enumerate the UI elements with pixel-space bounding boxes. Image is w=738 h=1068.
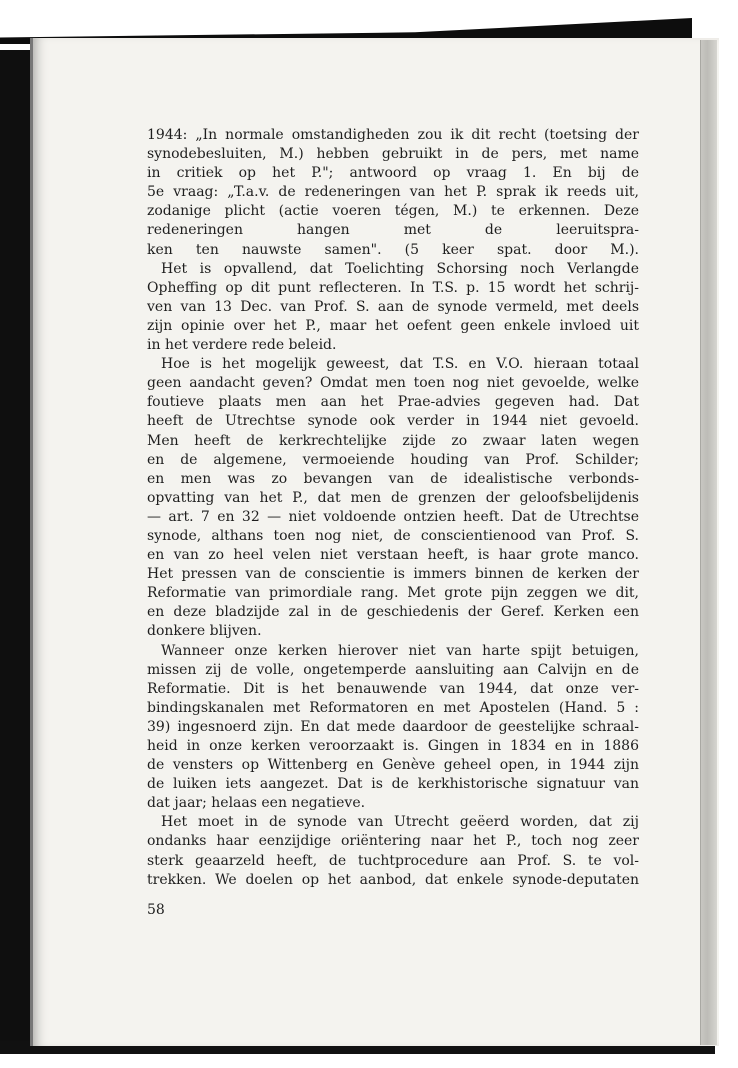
text-line: redeneringen hangen met de leeruitspra- — [147, 222, 639, 239]
text-line: ken ten nauwste samen". (5 keer spat. door M.). — [147, 241, 639, 258]
text-line: heeft de Utrechtse synode ook verder in 1944 niet gevoeld. — [147, 413, 639, 430]
text-line: en de algemene, vermoeiende houding van Prof. Schilder; — [147, 451, 639, 468]
text-line: Reformatie van primordiale rang. Met grote pijn zeggen we dit, — [147, 585, 639, 602]
text-line: heid in onze kerken veroorzaakt is. Gingen in 1834 en in 1886 — [147, 738, 639, 754]
text-line: Opheffing op dit punt reflecteren. In T.S. p. 15 wordt het schrij- — [147, 279, 639, 296]
text-line: zodanige plicht (actie voeren tégen, M.) te erkennen. Deze — [147, 203, 639, 220]
text-line: donkere blijven. — [147, 623, 262, 640]
text-line: Wanneer onze kerken hierover niet van harte spijt betuigen, — [161, 642, 639, 659]
text-line: geen aandacht geven? Omdat men toen nog niet gevoelde, welke — [147, 375, 639, 392]
text-line: trekken. We doelen op het aanbod, dat enkele synode-deputaten — [147, 871, 639, 888]
body-text — [147, 126, 639, 890]
text-line: en men was zo bevangen van de idealistische verbonds- — [147, 470, 639, 487]
text-line: synodebesluiten, M.) hebben gebruikt in de pers, met name — [147, 146, 639, 163]
text-line: en van zo heel velen niet verstaan heeft, is haar grote manco. — [147, 547, 639, 564]
text-line: de vensters op Wittenberg en Genève geheel open, in 1944 zijn — [147, 757, 639, 774]
text-line: Het pressen van de conscientie is immers binnen de kerken der — [147, 566, 639, 583]
text-line: synode, althans toen nog niet, de conscientienood van Prof. S. — [147, 527, 639, 544]
text-line: 1944: „In normale omstandigheden zou ik dit recht (toetsing der — [147, 127, 639, 143]
text-line: Reformatie. Dit is het benauwende van 1944, dat onze ver- — [147, 680, 639, 697]
text-line: ven van 13 Dec. van Prof. S. aan de synode vermeld, met deels — [147, 298, 639, 315]
text-line: in het verdere rede beleid. — [147, 337, 337, 354]
text-line: missen zij de volle, ongetemperde aansluiting aan Calvijn en de — [147, 661, 639, 678]
text-line: en deze bladzijde zal in de geschiedenis der Geref. Kerken een — [147, 604, 639, 621]
text-line: 39) ingesnoerd zijn. En dat mede daardoor de geestelijke schraal- — [147, 718, 639, 735]
text-line: ondanks haar eenzijdige oriëntering naar het P., toch nog zeer — [147, 833, 639, 850]
text-line: Men heeft de kerkrechtelijke zijde zo zwaar laten wegen — [147, 432, 639, 449]
text-line: foutieve plaats men aan het Prae-advies gegeven had. Dat — [147, 394, 639, 411]
text-line: bindingskanalen met Reformatoren en met Apostelen (Hand. 5 : — [147, 699, 639, 716]
text-line: Het moet in de synode van Utrecht geëerd worden, dat zij — [161, 814, 639, 831]
text-line: Hoe is het mogelijk geweest, dat T.S. en V.O. hieraan totaal — [161, 356, 639, 373]
text-line: zijn opinie over het P., maar het oefent geen enkele invloed uit — [147, 317, 639, 334]
text-line: — art. 7 en 32 — niet voldoende ontzien heeft. Dat de Utrechtse — [147, 508, 639, 525]
text-line: sterk geaarzeld heeft, de tuchtprocedure aan Prof. S. te vol- — [147, 852, 639, 869]
text-line: opvatting van het P., dat men de grenzen der geloofsbelijdenis — [147, 489, 639, 506]
text-line: de luiken iets aangezet. Dat is de kerkhistorische signatuur van — [147, 776, 639, 793]
page-stack-edge — [700, 40, 717, 1045]
page-number: 58 — [147, 902, 165, 918]
text-line: Het is opvallend, dat Toelichting Schorsing noch Verlangde — [161, 260, 639, 277]
text-line: 5e vraag: „T.a.v. de redeneringen van het P. sprak ik reeds uit, — [147, 184, 639, 201]
text-line: in critiek op het P."; antwoord op vraag 1. En bij de — [147, 165, 639, 182]
text-line: dat jaar; helaas een negatieve. — [147, 795, 366, 812]
